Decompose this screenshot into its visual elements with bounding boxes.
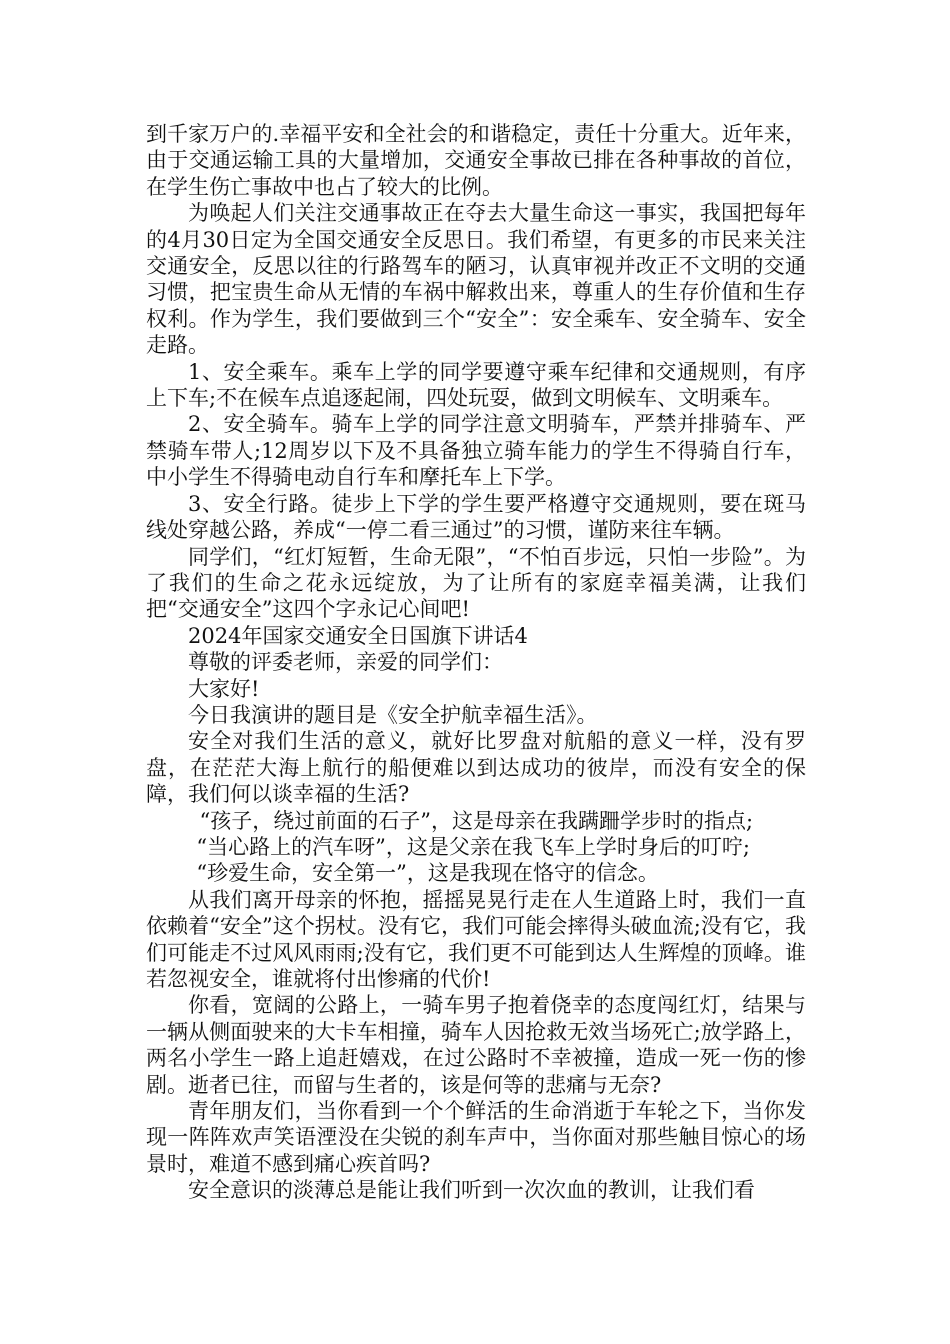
quote-father: “当心路上的汽车呀”，这是父亲在我飞车上学时身后的叮咛; [196,834,750,859]
paragraph-youth-appeal: 青年朋友们，当你看到一个个鲜活的生命消逝于车轮之下，当你发现一阵阵欢声笑语湮没在尖锐的刹车声中，当你面对那些触目惊心的场景时，难道不感到痛心疾首吗? [146,1099,806,1176]
paragraph-reflection-day: 为唤起人们关注交通事故正在夺去大量生命这一事实，我国把每年的4月30日定为全国交通安全反思日。我们希望，有更多的市民来关注交通安全，反思以往的行路驾车的陋习，认真审视并改正不文明的交通习惯，把宝贵生命从无情的车祸中解救出来，尊重人的生存价值和生存权利。作为学生，我们要做到三个“安全”：安全乘车、安全骑车、安全走路。 [146,201,806,358]
paragraph-safety-crutch: 从我们离开母亲的怀抱，摇摇晃晃行走在人生道路上时，我们一直依赖着“安全”这个拐杖。没有它，我们可能会摔得头破血流;没有它，我们可能走不过风风雨雨;没有它，我们更不可能到达人生辉煌的顶峰。谁若忽视安全，谁就将付出惨痛的代价! [146,887,806,991]
salutation: 尊敬的评委老师，亲爱的同学们： [188,650,503,675]
paragraph-intro: 到千家万户的.幸福平安和全社会的和谐稳定，责任十分重大。近年来，由于交通运输工具的大量增加，交通安全事故已排在各种事故的首位，在学生伤亡事故中也占了较大的比例。 [146,122,806,199]
quote-belief: “珍爱生命，安全第一”，这是我现在恪守的信念。 [196,861,659,886]
list-item-safe-walking: 3、安全行路。徒步上下学的学生要严格遵守交通规则，要在斑马线处穿越公路，养成“一停二看三通过”的习惯，谨防来往车辆。 [146,491,806,543]
paragraph-closing-appeal: 同学们，“红灯短暂，生命无限”，“不怕百步远，只怕一步险”。为了我们的生命之花永远绽放，为了让所有的家庭幸福美满，让我们把“交通安全”这四个字永记心间吧! [146,544,806,622]
document-body [146,121,806,1204]
paragraph-compass-metaphor: 安全对我们生活的意义，就好比罗盘对航船的意义一样，没有罗盘，在茫茫大海上航行的船便难以到达成功的彼岸，而没有安全的保障，我们何以谈幸福的生活? [146,729,806,807]
quote-mother: “孩子，绕过前面的石子”，这是母亲在我蹒跚学步时的指点; [199,808,754,833]
list-item-safe-riding-bus: 1、安全乘车。乘车上学的同学要遵守乘车纪律和交通规则，有序上下车;不在候车点追逐起闹，四处玩耍，做到文明候车、文明乘车。 [146,359,806,411]
speech-topic: 今日我演讲的题目是《安全护航幸福生活》。 [188,702,598,727]
list-item-safe-cycling: 2、安全骑车。骑车上学的同学注意文明骑车，严禁并排骑车、严禁骑车带人;12周岁以下及不具备独立骑车能力的学生不得骑自行车，中小学生不得骑电动自行车和摩托车上下学。 [146,412,806,490]
paragraph-awareness: 安全意识的淡薄总是能让我们听到一次次血的教训，让我们看 [188,1178,755,1203]
paragraph-accident-examples: 你看，宽阔的公路上，一骑车男子抱着侥幸的态度闯红灯，结果与一辆从侧面驶来的大卡车相撞，骑车人因抢救无效当场死亡;放学路上，两名小学生一路上追赶嬉戏，在过公路时不幸被撞，造成一死一伤的惨剧。逝者已往，而留与生者的，该是何等的悲痛与无奈? [146,993,806,1097]
greeting: 大家好! [188,676,260,701]
section-heading: 2024年国家交通安全日国旗下讲话4 [188,623,528,648]
